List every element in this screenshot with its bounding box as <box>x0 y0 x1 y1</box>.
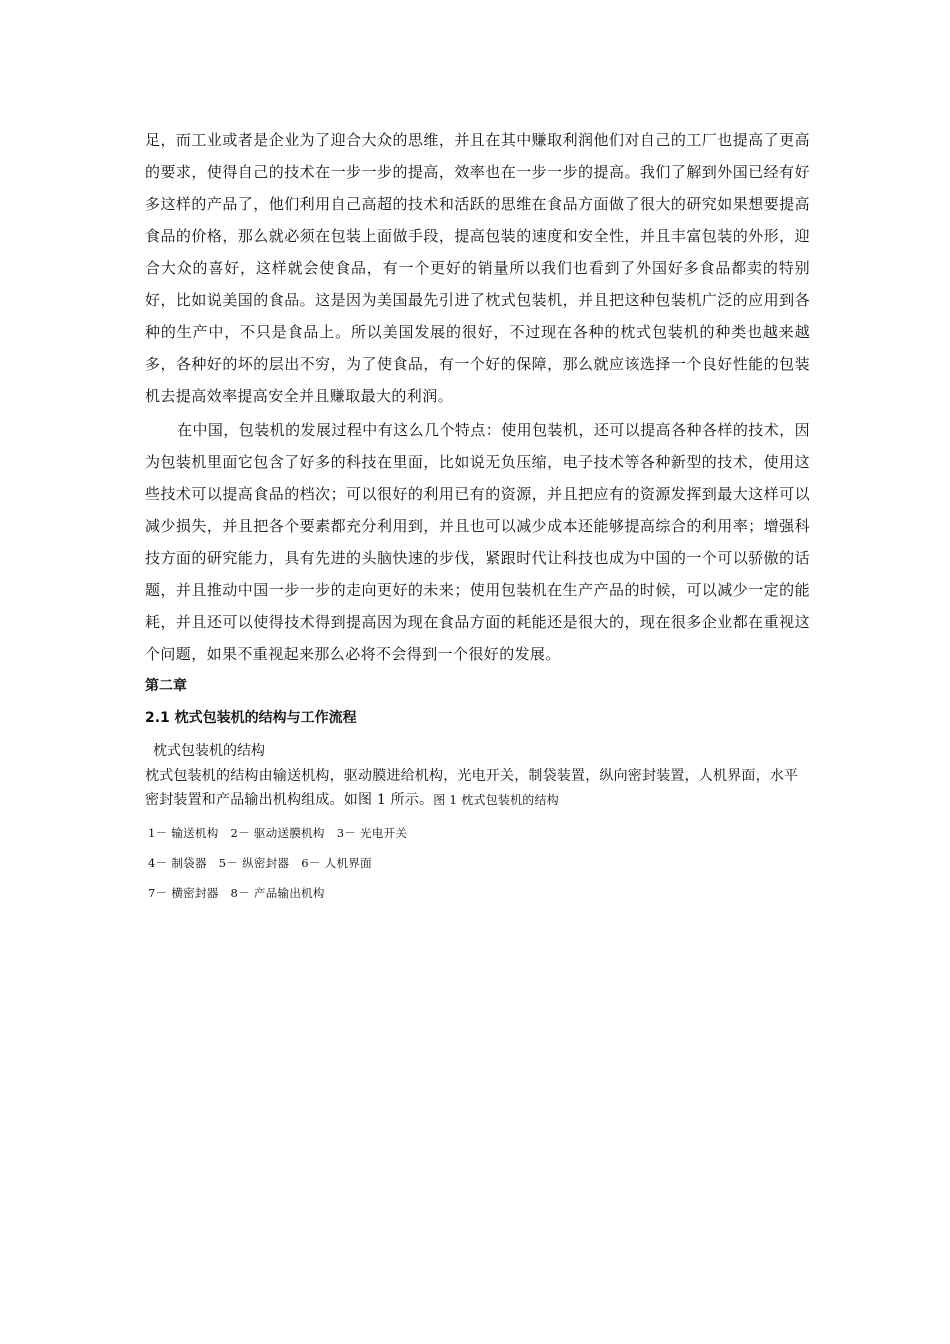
legend-item: 1－ 输送机构 <box>148 826 219 840</box>
legend-item: 2－ 驱动送膜机构 <box>230 826 325 840</box>
paragraph: 足，而工业或者是企业为了迎合大众的思维，并且在其中赚取利润他们对自己的工厂也提高了更高的要求，使得自己的技术在一步一步的提高，效率也在一步一步的提高。我们了解到外国已经有好多这样的产品了，他们利用自己高超的技术和活跃的思维在食品方面做了很大的研究如果想要提高食品的价格，那么就必须在包装上面做手段，提高包装的速度和安全性，并且丰富包装的外形，迎合大众的喜好，这样就会使食品，有一个更好的销量所以我们也看到了外国好多食品都卖的特别好，比如说美国的食品。这是因为美国最先引进了枕式包装机，并且把这种包装机广泛的应用到各种的生产中，不只是食品上。所以美国发展的很好，不过现在各种的枕式包装机的种类也越来越多，各种好的坏的层出不穷，为了使食品，有一个好的保障，那么就应该选择一个良好性能的包装机去提高效率提高安全并且赚取最大的利润。 <box>145 131 810 405</box>
legend-line <box>148 818 810 848</box>
legend-item: 3－ 光电开关 <box>336 826 408 840</box>
structure-text: 枕式包装机的结构由输送机构，驱动膜进给机构，光电开关，制袋装置，纵向密封装置，人机界面，水平密封装置和产品输出机构组成。如图 1 所示。 <box>145 768 799 808</box>
legend-item: 8－ 产品输出机构 <box>230 886 325 900</box>
subsection-heading: 枕式包装机的结构 <box>153 743 265 759</box>
legend-line <box>148 878 810 908</box>
figure-caption: 图 1 枕式包装机的结构 <box>433 793 559 807</box>
chapter-heading: 第二章 <box>145 678 187 694</box>
legend-item: 5－ 纵密封器 <box>218 856 290 870</box>
legend-item: 7－ 横密封器 <box>148 886 219 900</box>
document-body <box>145 124 810 908</box>
section-heading: 2.1 枕式包装机的结构与工作流程 <box>145 710 357 726</box>
legend-item: 6－ 人机界面 <box>301 856 372 870</box>
paragraph: 在中国，包装机的发展过程中有这么几个特点：使用包装机，还可以提高各种各样的技术，因为包装机里面它包含了好多的科技在里面，比如说无负压缩，电子技术等各种新型的技术，使用这些技术可以提高食品的档次；可以很好的利用已有的资源，并且把应有的资源发挥到最大这样可以减少损失，并且把各个要素都充分利用到，并且也可以减少成本还能够提高综合的利用率；增强科技方面的研究能力，具有先进的头脑快速的步伐，紧跟时代让科技也成为中国的一个可以骄傲的话题，并且推动中国一步一步的走向更好的未来；使用包装机在生产产品的时候，可以减少一定的能耗，并且还可以使得技术得到提高因为现在食品方面的耗能还是很大的，现在很多企业都在重视这个问题，如果不重视起来那么必将不会得到一个很好的发展。 <box>145 421 810 663</box>
structure-paragraph <box>145 764 810 812</box>
figure-legend <box>145 818 810 908</box>
legend-line <box>148 848 810 878</box>
legend-item: 4－ 制袋器 <box>148 856 207 870</box>
